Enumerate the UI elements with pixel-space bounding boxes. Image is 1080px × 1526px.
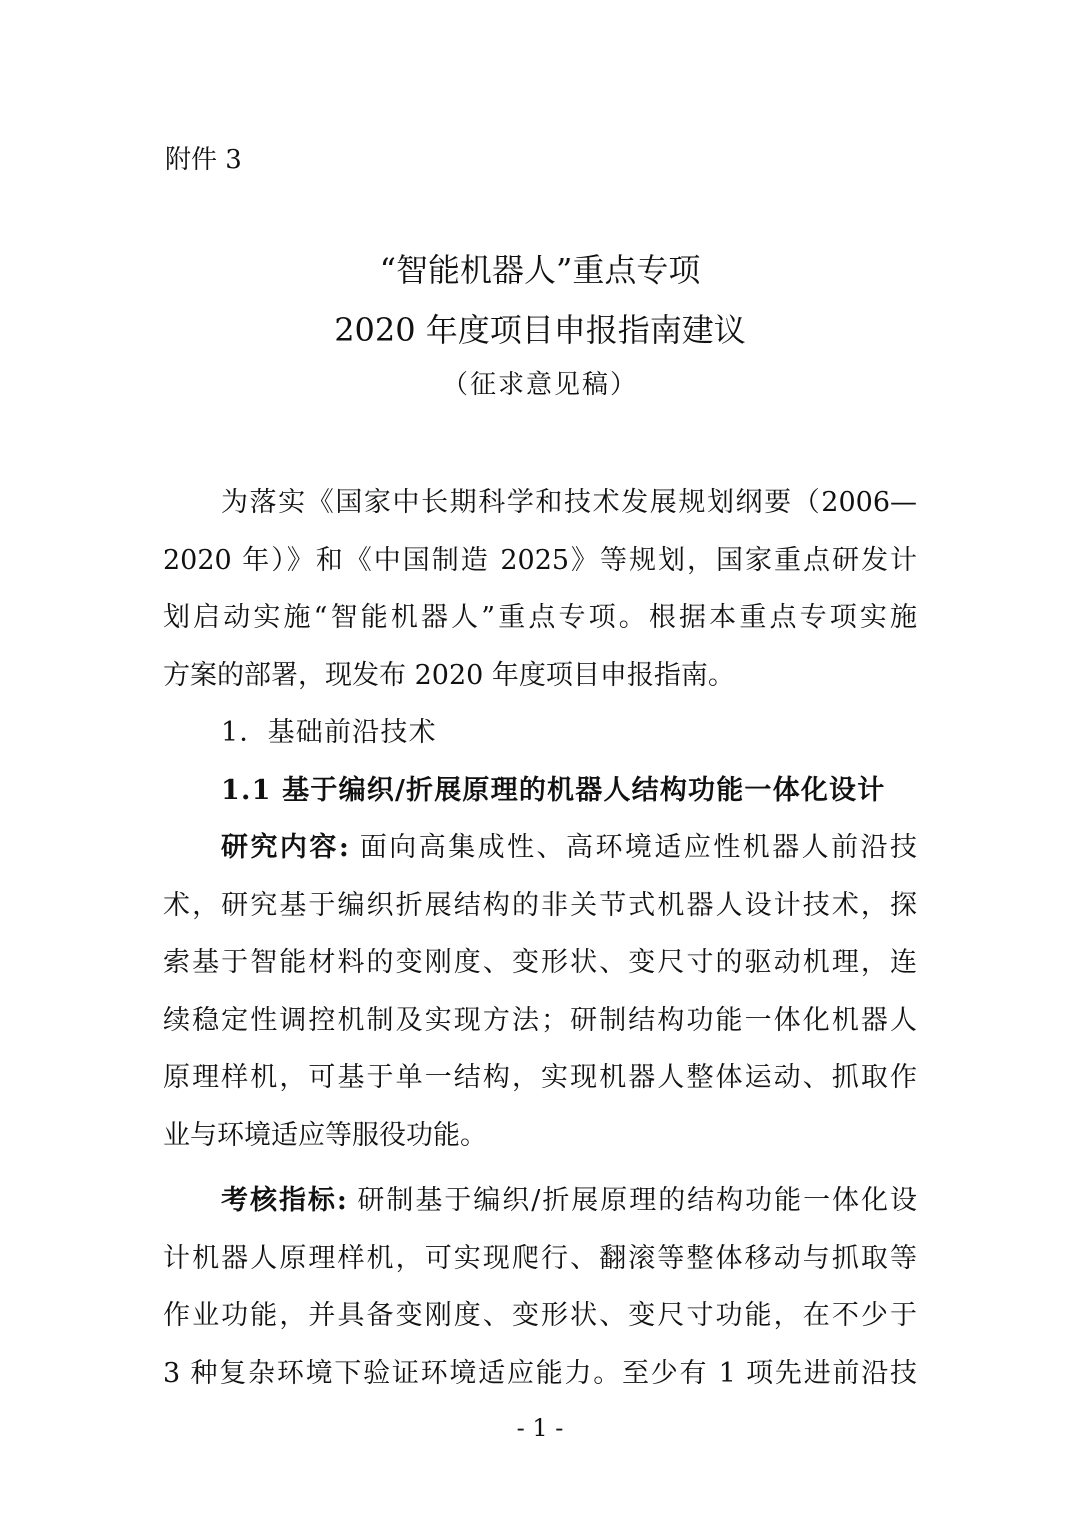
section-1-1-heading: 1.1 基于编织/折展原理的机器人结构功能一体化设计 [221,774,886,806]
research-line-2: 术，研究基于编织折展结构的非关节式机器人设计技术，探 [163,889,917,921]
assessment-paragraph [163,1172,917,1402]
research-first-text: 面向高集成性、高环境适应性机器人前沿技 [348,832,918,863]
attachment-label: 附件 3 [165,145,242,175]
research-line-5: 原理样机，可基于单一结构，实现机器人整体运动、抓取作 [163,1062,917,1093]
assessment-line-1 [163,1172,917,1230]
document-body [163,474,917,1402]
intro-line-3: 划启动实施“智能机器人”重点专项。根据本重点专项实施 [163,602,917,633]
intro-line-2: 2020 年）》和《中国制造 2025》等规划，国家重点研发计 [163,544,917,576]
title-line-2: 2020 年度项目申报指南建议 [334,311,746,349]
research-line-6: 业与环境适应等服役功能。 [163,1119,487,1151]
intro-line-1: 为落实《国家中长期科学和技术发展规划纲要（2006— [221,487,917,518]
assessment-line-4: 3 种复杂环境下验证环境适应能力。至少有 1 项先进前沿技 [163,1357,917,1389]
intro-line-4: 方案的部署，现发布 2020 年度项目申报指南。 [163,659,735,691]
research-paragraph [163,819,917,1164]
assessment-line-2: 计机器人原理样机，可实现爬行、翻滚等整体移动与抓取等 [163,1242,917,1274]
intro-paragraph [163,474,917,704]
paragraph-gap [163,1164,917,1172]
page-number: - 1 - [516,1414,564,1442]
research-line-1 [163,819,917,877]
title-line-1: “智能机器人”重点专项 [379,251,701,289]
document-subtitle: （征求意见稿） [441,370,638,400]
assessment-label: 考核指标: [221,1185,347,1216]
assessment-line-3: 作业功能，并具备变刚度、变形状、变尺寸功能，在不少于 [163,1300,917,1331]
document-title [0,240,1080,410]
assessment-first-text: 研制基于编织/折展原理的结构功能一体化设 [346,1185,917,1216]
research-label: 研究内容: [221,832,349,863]
research-line-4: 续稳定性调控机制及实现方法；研制结构功能一体化机器人 [163,1004,917,1036]
section-1-heading: 1．基础前沿技术 [221,717,437,748]
research-line-3: 索基于智能材料的变刚度、变形状、变尺寸的驱动机理，连 [163,947,917,978]
